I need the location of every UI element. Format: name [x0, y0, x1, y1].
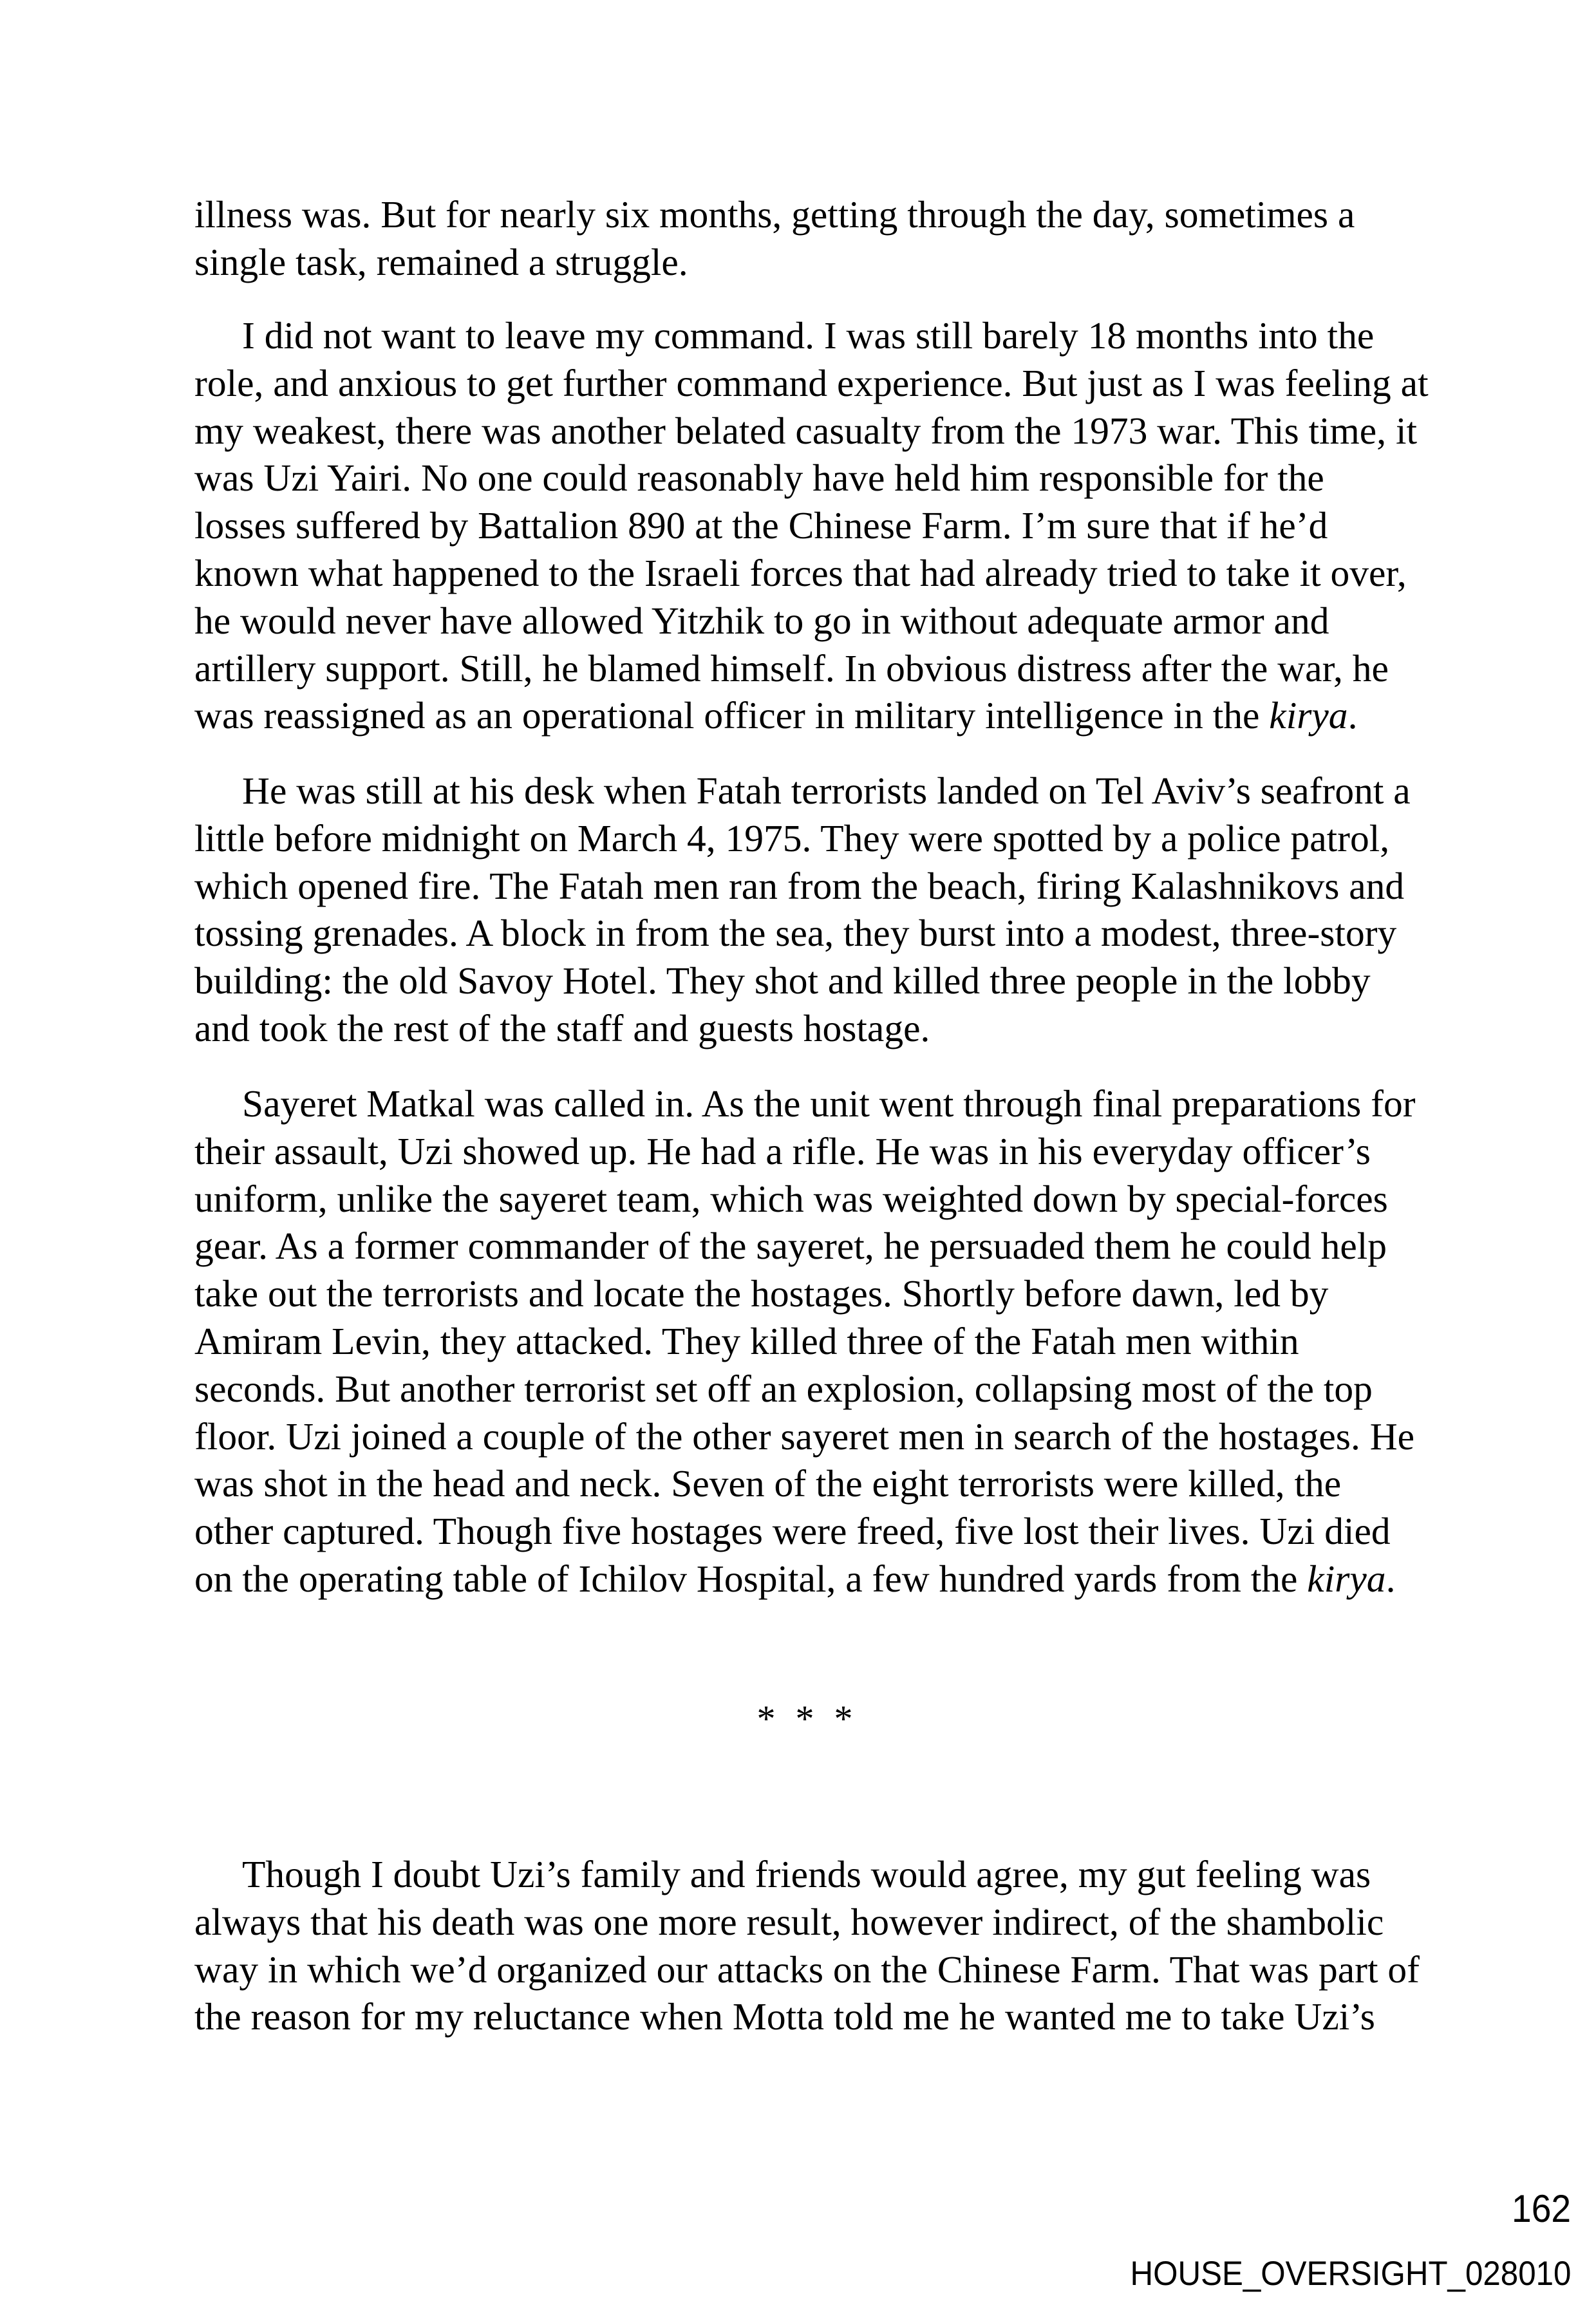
text-line: single task, remained a struggle. [194, 240, 688, 283]
text-line [194, 1556, 1418, 1603]
text-line: floor. Uzi joined a couple of the other sayeret men in search of the hostages. He [194, 1415, 1415, 1458]
text-line: losses suffered by Battalion 890 at the Chinese Farm. I’m sure that if he’d [194, 504, 1328, 547]
asterisk: * [834, 1698, 853, 1740]
bates-number: HOUSE_OVERSIGHT_028010 [1130, 2255, 1571, 2293]
text-line: seconds. But another terrorist set off an explosion, collapsing most of the top [194, 1367, 1373, 1410]
paragraph-2 [194, 312, 1429, 740]
text-segment: was reassigned as an operational officer in military intelligence in the [194, 694, 1270, 737]
text-line: tossing grenades. A block in from the sea, they burst into a modest, three-story [194, 912, 1397, 955]
paragraph-3 [194, 767, 1418, 1053]
text-segment: . [1385, 1557, 1396, 1600]
italic-term: kirya [1269, 694, 1348, 737]
text-line: was Uzi Yairi. No one could reasonably have held him responsible for the [194, 456, 1324, 500]
text-line: Amiram Levin, they attacked. They killed three of the Fatah men within [194, 1319, 1299, 1362]
text-line: role, and anxious to get further command experience. But just as I was feeling at [194, 361, 1429, 404]
text-line: which opened fire. The Fatah men ran from the beach, firing Kalashnikovs and [194, 864, 1405, 907]
page-number: 162 [1511, 2187, 1571, 2230]
paragraph-1 [194, 191, 1418, 287]
text-line: the reason for my reluctance when Motta told me he wanted me to take Uzi’s [194, 1995, 1375, 2038]
text-line [194, 692, 1418, 740]
text-line: Though I doubt Uzi’s family and friends would agree, my gut feeling was [242, 1853, 1371, 1895]
text-line: little before midnight on March 4, 1975. They were spotted by a police patrol, [194, 816, 1390, 860]
text-line: he would never have allowed Yitzhik to go in without adequate armor and [194, 599, 1329, 642]
paragraph-5 [194, 1851, 1418, 2041]
italic-term: kirya [1307, 1557, 1386, 1600]
text-line: uniform, unlike the sayeret team, which was weighted down by special-forces [194, 1177, 1388, 1220]
text-line: artillery support. Still, he blamed himself. In obvious distress after the war, he [194, 646, 1389, 690]
paragraph-4 [194, 1080, 1418, 1603]
text-line: building: the old Savoy Hotel. They shot and killed three people in the lobby [194, 959, 1371, 1002]
asterisk: * [756, 1698, 776, 1740]
text-line: my weakest, there was another belated casualty from the 1973 war. This time, it [194, 409, 1418, 452]
text-segment: . [1347, 694, 1358, 737]
text-line: known what happened to the Israeli forces that had already tried to take it over, [194, 551, 1407, 594]
section-separator [708, 1700, 901, 1738]
text-line: other captured. Though five hostages were freed, five lost their lives. Uzi died [194, 1510, 1391, 1553]
text-line: Sayeret Matkal was called in. As the unit went through final preparations for [242, 1082, 1416, 1125]
text-line: illness was. But for nearly six months, getting through the day, sometimes a [194, 193, 1355, 236]
text-line: I did not want to leave my command. I was still barely 18 months into the [242, 314, 1375, 357]
text-line: always that his death was one more result, however indirect, of the shambolic [194, 1900, 1384, 1943]
text-line: their assault, Uzi showed up. He had a rifle. He was in his everyday officer’s [194, 1129, 1371, 1172]
text-line: was shot in the head and neck. Seven of the eight terrorists were killed, the [194, 1462, 1342, 1505]
text-segment: on the operating table of Ichilov Hospital, a few hundred yards from the [194, 1557, 1308, 1600]
text-line: and took the rest of the staff and guests hostage. [194, 1006, 930, 1049]
text-line: take out the terrorists and locate the hostages. Shortly before dawn, led by [194, 1272, 1329, 1315]
text-line: way in which we’d organized our attacks on the Chinese Farm. That was part of [194, 1948, 1420, 1991]
text-line: gear. As a former commander of the sayeret, he persuaded them he could help [194, 1225, 1387, 1268]
asterisk: * [795, 1698, 814, 1740]
text-line: He was still at his desk when Fatah terrorists landed on Tel Aviv’s seafront a [242, 769, 1411, 812]
